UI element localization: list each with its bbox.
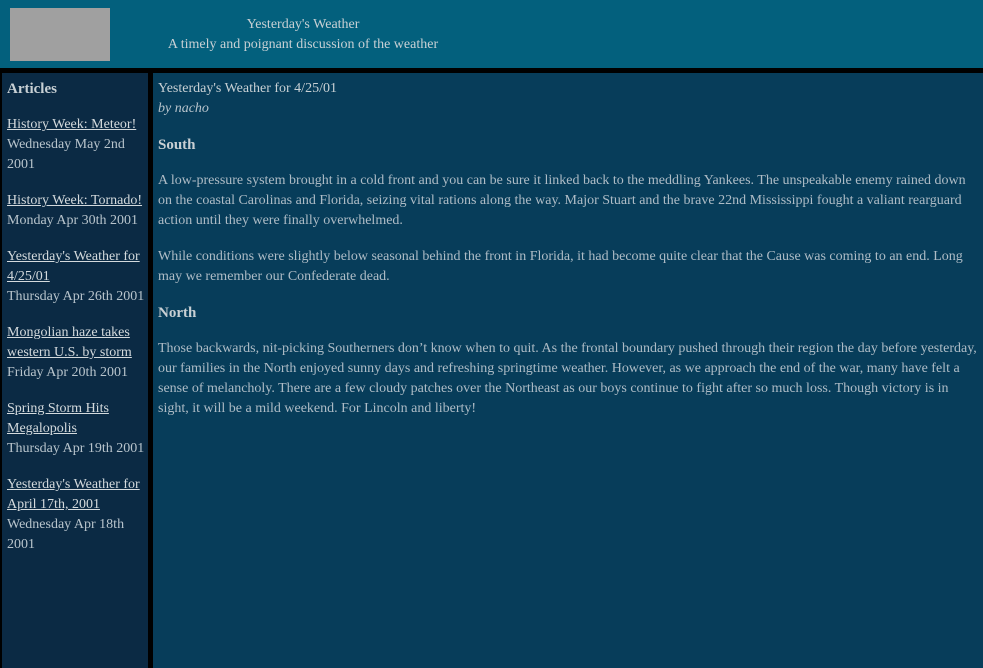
paragraph: Those backwards, nit-picking Southerners don’t know when to quit. As the frontal boundary pushed through their region the day before yesterday, our families in the North enjoyed sunny days and refreshing springtime weather. However, as we approach the end of the war, many have felt a sense of melancholy. There are a few cloudy patches over the Northeast as our boys continue to fight after so much loss. Though victory is in sight, it will be a mild weekend. For Lincoln and liberty! [158,341,977,416]
site-title: Yesterday's Weather [246,17,360,32]
article-link[interactable]: Mongolian haze takes western U.S. by storm [7,325,132,360]
article-link[interactable]: History Week: Tornado! [7,193,143,208]
article-link[interactable]: Yesterday's Weather for April 17th, 2001 [7,477,140,512]
article-content [153,73,983,668]
article-date: Thursday Apr 19th 2001 [7,441,145,456]
article-link[interactable]: History Week: Meteor! [7,117,137,132]
article-date: Thursday Apr 26th 2001 [7,289,145,304]
article-list-item [7,247,147,307]
section-heading-north: North [158,305,197,321]
site-header [0,0,983,68]
sidebar-heading: Articles [7,81,57,97]
article-byline: by nacho [158,101,209,116]
article-list-item [7,475,147,555]
site-logo[interactable] [10,8,110,61]
paragraph: While conditions were slightly below seasonal behind the front in Florida, it had become quite clear that the Cause was coming to an end. Long may we remember our Confederate dead. [158,249,963,284]
site-tagline: A timely and poignant discussion of the weather [167,37,439,52]
paragraph: A low-pressure system brought in a cold front and you can be sure it linked back to the meddling Yankees. The unspeakable enemy rained down on the coastal Carolinas and Florida, seizing vital rations along the way. Major Stuart and the brave 22nd Mississippi fought a valiant rearguard action until they were finally overwhelmed. [158,173,966,228]
articles-sidebar [2,73,148,668]
article-title: Yesterday's Weather for 4/25/01 [158,81,337,96]
article-date: Wednesday May 2nd 2001 [7,137,125,172]
section-heading-south: South [158,137,196,153]
site-title-block [150,15,456,55]
article-link[interactable]: Yesterday's Weather for 4/25/01 [7,249,140,284]
article-date: Friday Apr 20th 2001 [7,365,128,380]
article-list-item [7,115,147,175]
article-link[interactable]: Spring Storm Hits Megalopolis [7,401,109,436]
article-list-item [7,399,147,459]
article-date: Wednesday Apr 18th 2001 [7,517,125,552]
article-date: Monday Apr 30th 2001 [7,213,139,228]
article-list-item [7,323,147,383]
article-list-item [7,191,147,231]
